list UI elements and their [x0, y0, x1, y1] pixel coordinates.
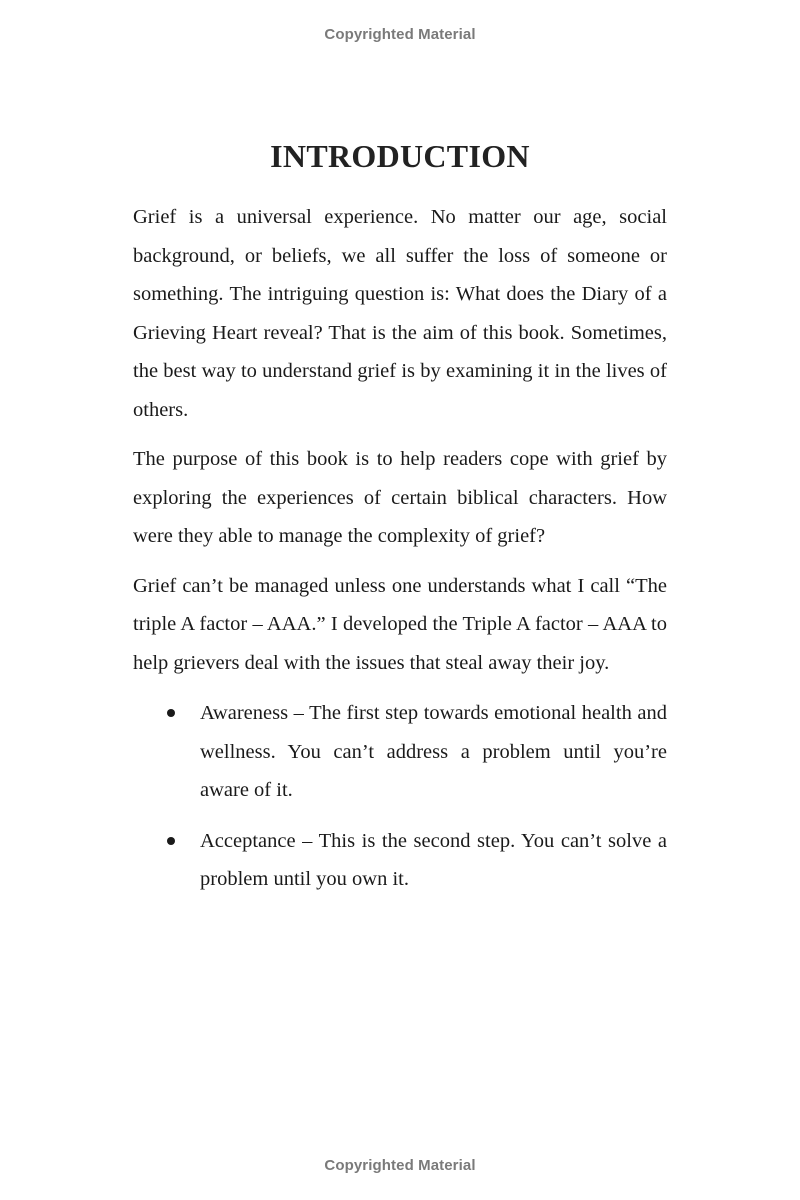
- paragraph-1: Grief is a universal experience. No matter our age, social background, or beliefs, we all suffer the loss of someone or something. The intriguing question is: What does the Diary of a Grieving Heart reveal? That is the aim of this book. Sometimes, the best way to understand grief is by examining it in the lives of others.: [133, 206, 667, 421]
- list-item-text: Awareness – The first step towards emotional health and wellness. You can’t address a problem until you’re aware of it.: [200, 702, 667, 801]
- list-item-text: Acceptance – This is the second step. You can’t solve a problem until you own it.: [200, 829, 667, 890]
- bullet-icon: [167, 709, 175, 717]
- paragraph-2: The purpose of this book is to help readers cope with grief by exploring the experiences of certain biblical characters. How were they able to manage the complexity of grief?: [133, 448, 667, 547]
- copyright-watermark-top: Copyrighted Material: [324, 26, 476, 43]
- bullet-icon: [167, 837, 175, 845]
- page-content: [133, 136, 667, 911]
- list-item-awareness: [133, 694, 667, 810]
- triple-a-list: [133, 694, 667, 899]
- list-item-acceptance: [133, 822, 667, 899]
- paragraph-3: Grief can’t be managed unless one understands what I call “The triple A factor – AAA.” I developed the Triple A factor – AAA to help grievers deal with the issues that steal away their joy.: [133, 574, 667, 674]
- chapter-title: INTRODUCTION: [270, 138, 530, 174]
- copyright-watermark-bottom: Copyrighted Material: [324, 1157, 476, 1174]
